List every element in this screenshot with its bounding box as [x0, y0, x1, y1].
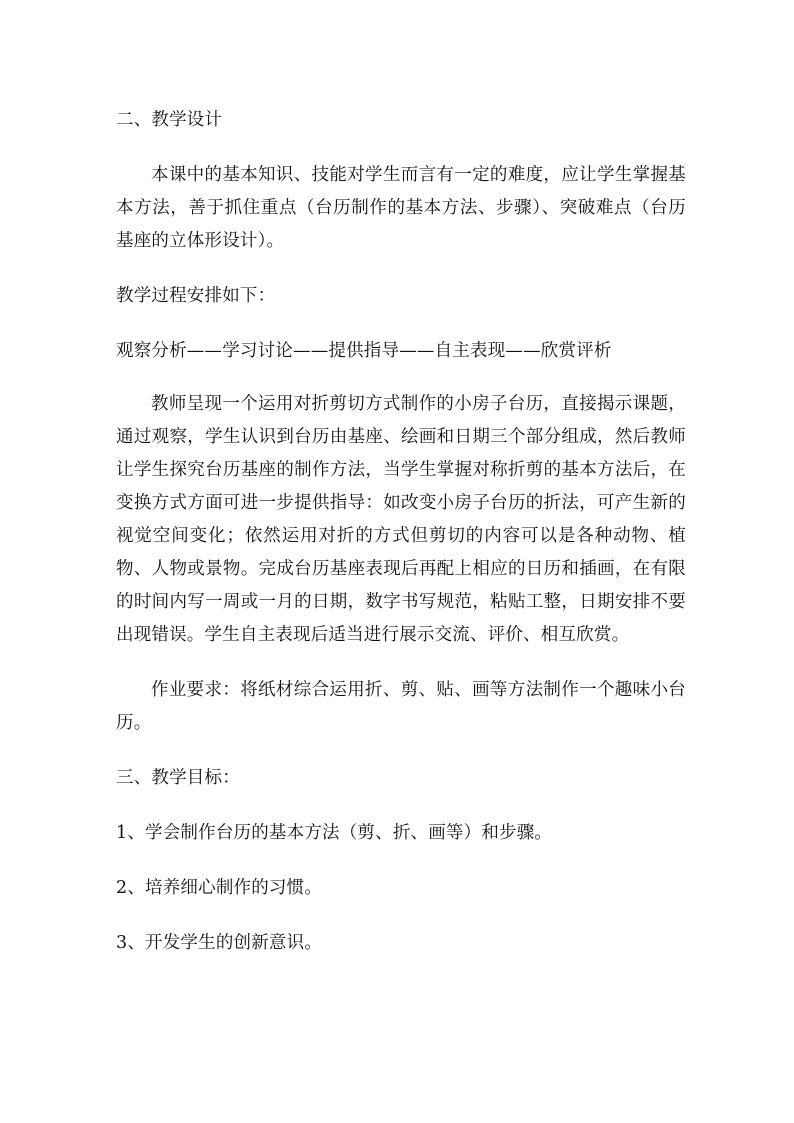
section-heading-teaching-design: 二、教学设计 — [116, 110, 223, 130]
spacer — [116, 137, 686, 159]
spacer — [116, 850, 686, 872]
process-steps: 观察分析——学习讨论——提供指导——自主表现——欣赏评析 — [116, 341, 612, 361]
spacer — [116, 652, 686, 674]
homework-paragraph: 作业要求：将纸材综合运用折、剪、贴、画等方法制作一个趣味小台历。 — [116, 680, 686, 733]
goal-item: 2、培养细心制作的习惯。 — [116, 878, 323, 898]
process-label: 教学过程安排如下： — [116, 286, 276, 306]
spacer — [116, 258, 686, 280]
spacer — [116, 740, 686, 762]
spacer — [116, 905, 686, 927]
document-page — [116, 104, 686, 960]
spacer — [116, 313, 686, 335]
process-detail-paragraph: 教师呈现一个运用对折剪切方式制作的小房子台历，直接揭示课题，通过观察，学生认识到台历由基座、绘画和日期三个部分组成，然后教师让学生探究台历基座的制作方法，当学生掌握对称折剪的基本方法后，在变换方式方面可进一步提供指导：如改变小房子台历的折法，可产生新的视觉空间变化；依然运用对折的方式但剪切的内容可以是各种动物、植物、人物或景物。完成台历基座表现后再配上相应的日历和插画，在有限的时间内写一周或一月的日期，数字书写规范，粘贴工整，日期安排不要出现错误。学生自主表现后适当进行展示交流、评价、相互欣赏。 — [116, 394, 686, 645]
spacer — [116, 795, 686, 817]
intro-paragraph: 本课中的基本知识、技能对学生而言有一定的难度，应让学生掌握基本方法，善于抓住重点（台历制作的基本方法、步骤）、突破难点（台历基座的立体形设计）。 — [116, 165, 686, 251]
spacer — [116, 368, 686, 388]
goal-item: 3、开发学生的创新意识。 — [116, 933, 323, 953]
section-heading-teaching-goals: 三、教学目标： — [116, 768, 240, 788]
goal-item: 1、学会制作台历的基本方法（剪、折、画等）和步骤。 — [116, 823, 553, 843]
